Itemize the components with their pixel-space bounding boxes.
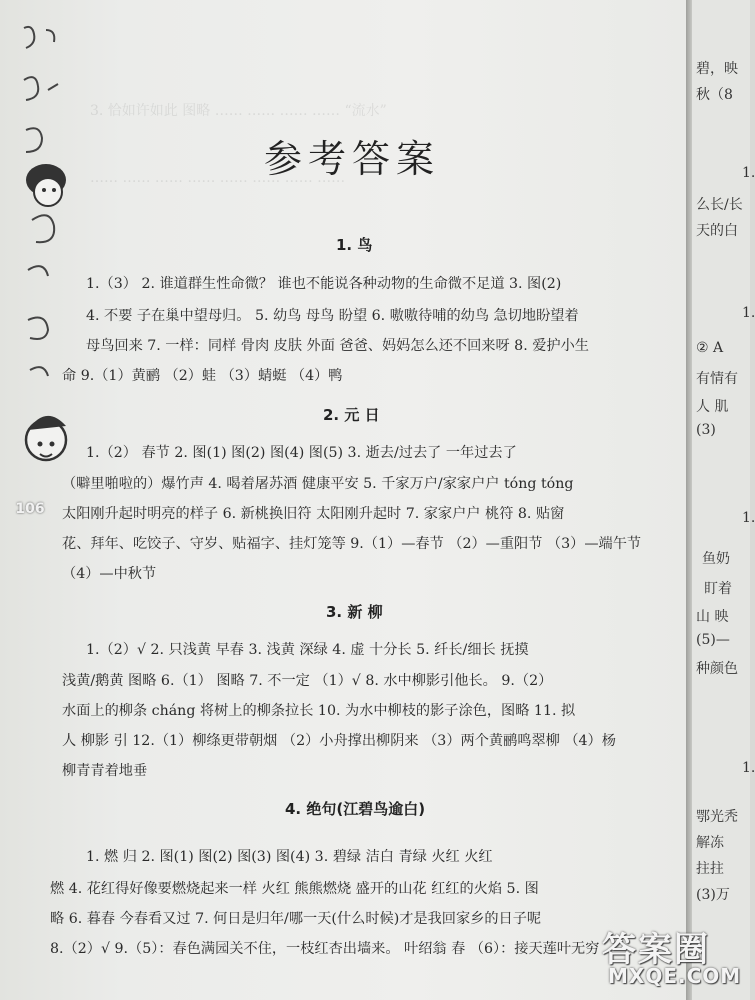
- answer-line: 花、拜年、吃饺子、守岁、贴福字、挂灯笼等 9.（1）—春节 （2）—重阳节 （3）—端午节: [62, 536, 642, 552]
- section-heading: 2. 元 日: [323, 406, 380, 424]
- site-watermark: [602, 922, 752, 998]
- adjacent-page-fragment: 解冻: [696, 835, 724, 851]
- adjacent-page-fragment: (3)万: [696, 887, 730, 903]
- answer-line: 1.（2） 春节 2. 图(1) 图(2) 图(4) 图(5) 3. 逝去/过去了 一年过去了: [86, 445, 517, 461]
- adjacent-page-fragment: 山 映: [696, 609, 729, 625]
- adjacent-page-fragment: 鱼奶: [702, 551, 730, 567]
- answer-line: 1. 燃 归 2. 图(1) 图(2) 图(3) 图(4) 3. 碧绿 洁白 青绿 火红 火红: [86, 849, 493, 865]
- answer-line: 柳青青着地垂: [62, 763, 148, 779]
- adjacent-page: [692, 0, 755, 1000]
- adjacent-page-fragment: 么长/长: [696, 197, 743, 213]
- bleed-through-text: …… …… …… …… …… …… …… ……: [90, 170, 346, 186]
- watermark-url: MXQE.COM: [608, 964, 742, 988]
- answer-line: 母鸟回来 7. 一样：同样 骨肉 皮肤 外面 爸爸、妈妈怎么还不回来呀 8. 爱护小生: [86, 338, 589, 354]
- adjacent-page-fragment: 1.: [742, 165, 755, 181]
- watermark-title: 答案圈: [602, 930, 710, 970]
- answer-line: 燃 4. 花红得好像要燃烧起来一样 火红 熊熊燃烧 盛开的山花 红红的火焰 5. 图: [50, 881, 539, 897]
- answer-line: 水面上的柳条 cháng 将树上的柳条拉长 10. 为水中柳枝的影子涂色，图略 11. 拟: [62, 703, 576, 719]
- page-title: 参考答案: [264, 137, 441, 181]
- answer-line: 8.（2）√ 9.（5）：春色满园关不住，一枝红杏出墙来。 叶绍翁 春 （6）：接天莲叶无穷: [50, 941, 600, 957]
- adjacent-page-fragment: (3): [696, 422, 716, 438]
- page-number: 106: [15, 501, 45, 517]
- answer-line: 1.（2）√ 2. 只浅黄 早春 3. 浅黄 深绿 4. 虚 十分长 5. 纤长/细长 抚摸: [86, 642, 529, 658]
- answer-line: 4. 不要 子在巢中望母归。 5. 幼鸟 母鸟 盼望 6. 嗷嗷待哺的幼鸟 急切地盼望着: [86, 308, 579, 324]
- adjacent-page-fragment: (5)—: [696, 632, 730, 648]
- decorative-doodle-icon: [6, 20, 76, 490]
- adjacent-page-fragment: 碧，映: [696, 61, 738, 77]
- adjacent-page-fragment: 天的白: [696, 223, 738, 239]
- adjacent-page-fragment: 种颜色: [696, 661, 738, 677]
- answer-line: 浅黄/鹅黄 图略 6.（1） 图略 7. 不一定 （1）√ 8. 水中柳影引他长。 9.（2）: [62, 673, 553, 689]
- adjacent-page-fragment: 1.: [742, 510, 755, 526]
- answer-line: （噼里啪啦的）爆竹声 4. 喝着屠苏酒 健康平安 5. 千家万户/家家户户 tóng tóng: [62, 476, 574, 492]
- adjacent-page-fragment: 盯着: [704, 581, 732, 597]
- answer-line: 人 柳影 引 12.（1）柳绦更带朝烟 （2）小舟撑出柳阴来 （3）两个黄鹂鸣翠柳 （4）杨: [62, 733, 616, 749]
- adjacent-page-fragment: 拄拄: [696, 861, 724, 877]
- adjacent-page-fragment: 鄂光秃: [696, 809, 738, 825]
- adjacent-page-fragment: 1.: [742, 305, 755, 321]
- adjacent-page-fragment: 1.: [742, 760, 755, 776]
- answer-line: 1.（3） 2. 谁道群生性命微？ 谁也不能说各种动物的生命微不足道 3. 图(2): [86, 276, 562, 292]
- adjacent-page-fragment: 有情有: [696, 371, 738, 387]
- adjacent-page-fragment: 秋（8: [696, 87, 733, 103]
- answer-line: （4）—中秋节: [62, 566, 157, 582]
- answer-line: 略 6. 暮春 今春看又过 7. 何日是归年/哪一天(什么时候)才是我回家乡的日子呢: [50, 911, 542, 927]
- adjacent-page-fragment: ② A: [696, 340, 724, 356]
- section-heading: 1. 鸟: [336, 236, 373, 254]
- section-heading: 4. 绝句(江碧鸟逾白): [285, 800, 426, 818]
- bleed-through-text: 3. 恰如许如此 图略 …… …… …… …… “流水”: [90, 103, 387, 119]
- answer-line: 命 9.（1）黄鹂 （2）蛙 （3）蜻蜓 （4）鸭: [62, 368, 343, 384]
- answer-line: 太阳刚升起时明亮的样子 6. 新桃换旧符 太阳刚升起时 7. 家家户户 桃符 8. 贴窗: [62, 506, 565, 522]
- section-heading: 3. 新 柳: [326, 603, 383, 621]
- adjacent-page-fragment: 人 肌: [696, 399, 729, 415]
